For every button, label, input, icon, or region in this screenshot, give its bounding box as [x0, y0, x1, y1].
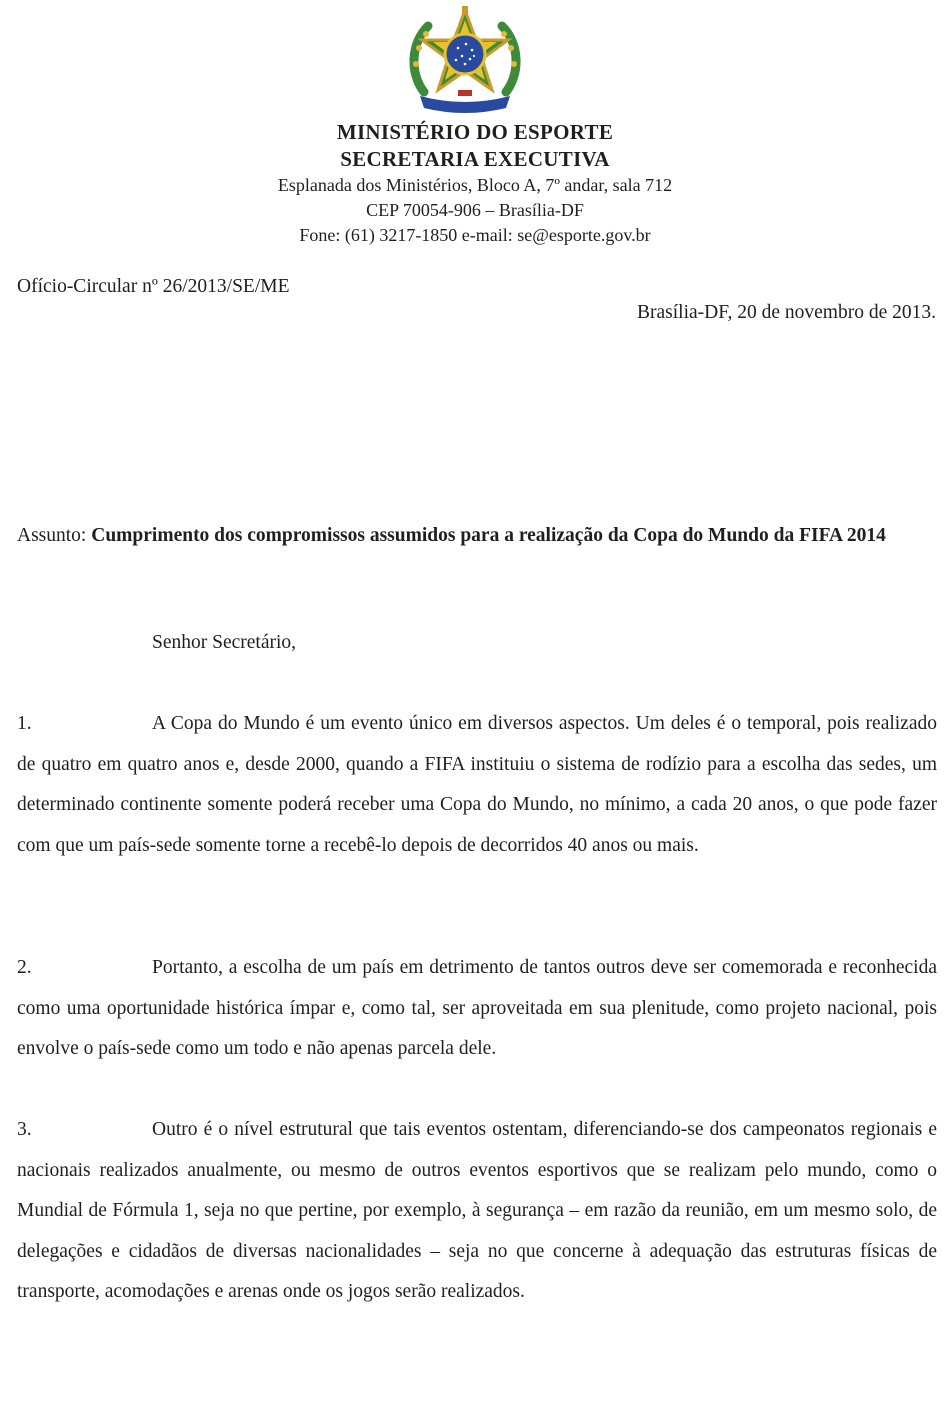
coat-of-arms-icon	[406, 4, 524, 116]
paragraph-number: 2.	[17, 957, 32, 978]
subject-line	[17, 522, 937, 550]
contact-line: Fone: (61) 3217-1850 e-mail: se@esporte.gov.br	[299, 225, 651, 245]
paragraph-text: Portanto, a escolha de um país em detrimento de tantos outros deve ser comemorada e reconhecida como uma oportunidade histórica ímpar e, como tal, ser aproveitada em sua plenitude, como projeto nacional, pois envolve o país-sede como um todo e não apenas parcela dele.	[17, 957, 937, 1059]
paragraph-text: Outro é o nível estrutural que tais eventos ostentam, diferenciando-se dos campeonatos regionais e nacionais realizados anualmente, ou mesmo de outros eventos esportivos que se realizam pelo mundo, como o Mundial de Fórmula 1, seja no que pertine, por exemplo, à segurança – em razão da reunião, em um mesmo solo, de delegações e cidadãos de diversas nacionalidades – seja no que concerne à adequação das estruturas físicas de transporte, acomodações e arenas onde os jogos serão realizados.	[17, 1119, 937, 1302]
document-date: Brasília-DF, 20 de novembro de 2013.	[636, 302, 936, 323]
address-line: Esplanada dos Ministérios, Bloco A, 7º andar, sala 712	[277, 175, 673, 195]
paragraph-2	[17, 948, 937, 1070]
salutation: Senhor Secretário,	[152, 632, 297, 653]
paragraph-number: 3.	[17, 1119, 32, 1140]
subject-label: Assunto:	[17, 525, 87, 546]
paragraph-3	[17, 1110, 937, 1313]
paragraph-number: 1.	[17, 713, 32, 734]
subject-text: Cumprimento dos compromissos assumidos para a realização da Copa do Mundo da FIFA 2014	[91, 525, 886, 546]
document-reference: Ofício-Circular nº 26/2013/SE/ME	[17, 276, 290, 297]
paragraph-text: A Copa do Mundo é um evento único em diversos aspectos. Um deles é o temporal, pois realizado de quatro em quatro anos e, desde 2000, quando a FIFA instituiu o sistema de rodízio para a escolha das sedes, um determinado continente somente poderá receber uma Copa do Mundo, no mínimo, a cada 20 anos, o que pode fazer com que um país-sede somente torne a recebê-lo depois de decorridos 40 anos ou mais.	[17, 713, 937, 856]
paragraph-1	[17, 704, 937, 866]
secretariat-name: SECRETARIA EXECUTIVA	[340, 147, 610, 171]
ministry-name: MINISTÉRIO DO ESPORTE	[336, 120, 614, 144]
cep-line: CEP 70054-906 – Brasília-DF	[366, 200, 584, 220]
